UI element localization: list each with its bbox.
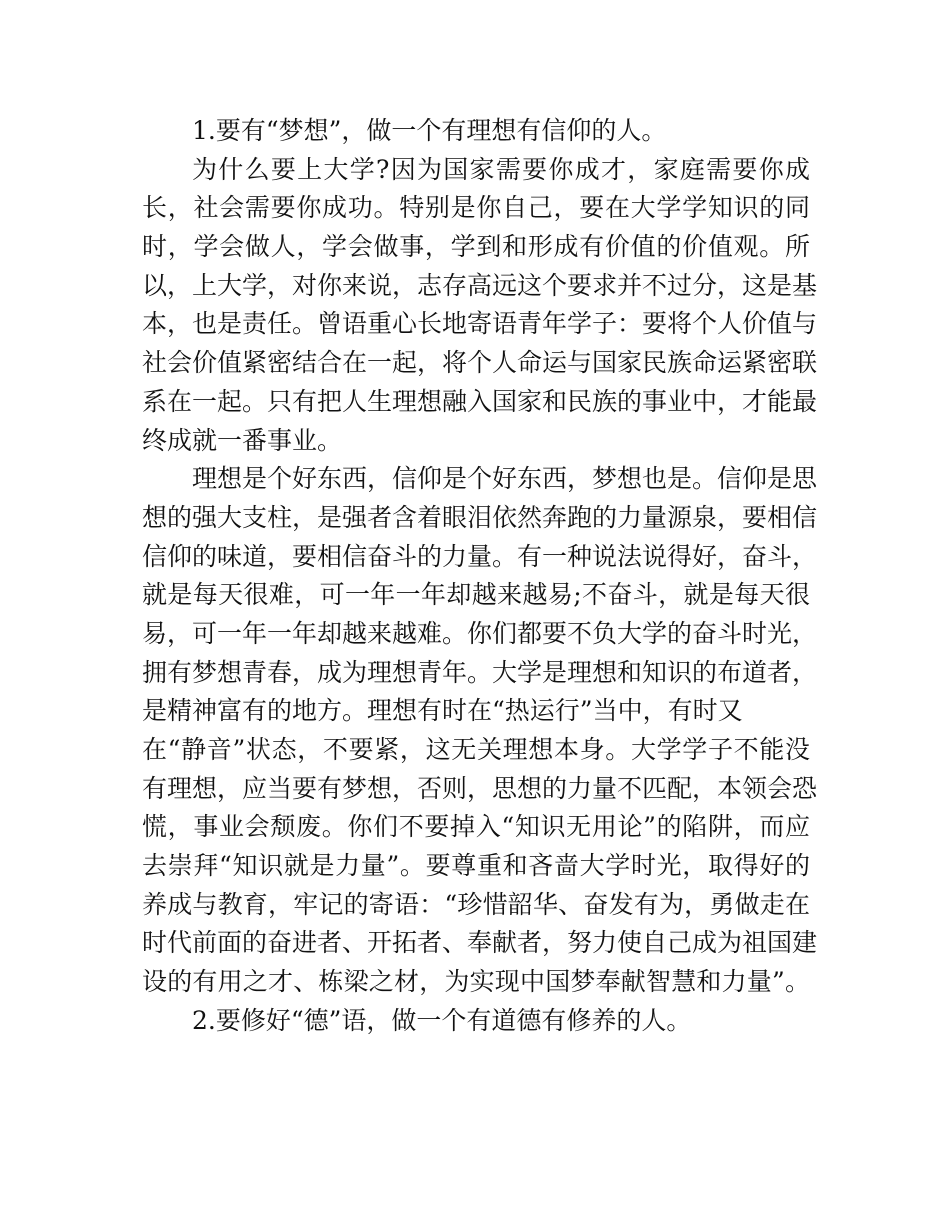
paragraph-line: 慌，事业会颓废。你们不要掉入“知识无用论”的陷阱，而应: [142, 812, 810, 842]
paragraph-line: 就是每天很难，可一年一年却越来越易;不奋斗，就是每天很: [142, 580, 810, 610]
paragraph-line: 长，社会需要你成功。特别是你自己，要在大学学知识的同: [142, 193, 810, 223]
paragraph-line: 终成就一番事业。: [142, 425, 343, 455]
paragraph-line: 去崇拜“知识就是力量”。要尊重和吝啬大学时光，取得好的: [142, 851, 810, 881]
section-heading: 2.要修好“德”语，做一个有道德有修养的人。: [192, 1005, 692, 1035]
paragraph-line: 在“静音”状态，不要紧，这无关理想本身。大学学子不能没: [142, 735, 810, 764]
paragraph-line: 拥有梦想青春，成为理想青年。大学是理想和知识的布道者，: [142, 657, 818, 687]
paragraph-line: 为什么要上大学?因为国家需要你成才，家庭需要你成: [192, 154, 810, 184]
paragraph-line: 理想是个好东西，信仰是个好东西，梦想也是。信仰是思: [192, 464, 818, 494]
paragraph-line: 时代前面的奋进者、开拓者、奉献者，努力使自己成为祖国建: [142, 928, 818, 958]
paragraph-line: 社会价值紧密结合在一起，将个人命运与国家民族命运紧密联: [142, 348, 818, 378]
paragraph-line: 本，也是责任。曾语重心长地寄语青年学子：要将个人价值与: [142, 309, 818, 339]
paragraph-line: 是精神富有的地方。理想有时在“热运行”当中，有时又: [142, 696, 743, 726]
paragraph-line: 有理想，应当要有梦想，否则，思想的力量不匹配，本领会恐: [142, 773, 818, 803]
paragraph-line: 以，上大学，对你来说，志存高远这个要求并不过分，这是基: [142, 270, 818, 300]
paragraph-line: 系在一起。只有把人生理想融入国家和民族的事业中，才能最: [142, 386, 818, 416]
document-body: [142, 112, 818, 1041]
paragraph-line: 易，可一年一年却越来越难。你们都要不负大学的奋斗时光，: [142, 618, 818, 648]
section-heading: 1.要有“梦想”，做一个有理想有信仰的人。: [192, 116, 667, 145]
paragraph-line: 时，学会做人，学会做事，学到和形成有价值的价值观。所: [142, 232, 810, 262]
paragraph-line: 养成与教育，牢记的寄语：“珍惜韶华、奋发有为，勇做走在: [142, 889, 810, 919]
paragraph-line: 设的有用之才、栋梁之材，为实现中国梦奉献智慧和力量”。: [142, 967, 810, 997]
paragraph-line: 想的强大支柱，是强者含着眼泪依然奔跑的力量源泉，要相信: [142, 502, 818, 532]
paragraph-line: 信仰的味道，要相信奋斗的力量。有一种说法说得好，奋斗，: [142, 541, 818, 571]
